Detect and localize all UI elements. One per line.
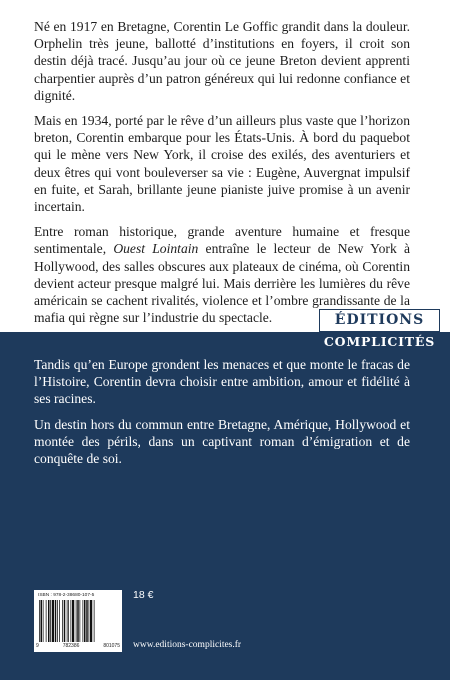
barcode-bar	[83, 600, 84, 642]
publisher-website[interactable]: www.editions-complicites.fr	[133, 640, 242, 650]
barcode-bar	[71, 600, 72, 642]
synopsis-paragraph-3-end: entraîne le lecteur de New York à Hollywood, des salles obscures aux plateaux de cinéma, où Corentin devient acteur presque malgré lui. Mais derrière les lumières du rêve américain se cachent rivalités, violence et l’ombre grandissante de la mafia qui règne sur l’industrie du spectacle.	[34, 241, 410, 326]
isbn-number: ISBN : 978-2-38680-107-5	[38, 593, 95, 598]
barcode-bar	[90, 600, 92, 642]
barcode-bar	[43, 600, 44, 642]
barcode-bar	[64, 600, 66, 642]
synopsis-paragraph-4: Tandis qu’en Europe grondent les menaces et que monte le fracas de l’Histoire, Corentin devra choisir entre ambition, amour et fidélité à ses racines.	[34, 357, 410, 407]
barcode-bar	[86, 600, 88, 642]
barcode-bar	[57, 600, 58, 642]
barcode-bar	[89, 600, 90, 642]
book-title: Ouest Lointain	[113, 241, 199, 257]
barcode-bar	[39, 600, 40, 642]
barcode-bars	[38, 600, 118, 642]
barcode-bar	[59, 600, 60, 642]
publisher-logo	[319, 309, 440, 353]
barcode-bar	[52, 600, 54, 642]
barcode-bar	[77, 600, 79, 642]
barcode-bar	[72, 600, 74, 642]
isbn-barcode	[34, 590, 122, 652]
synopsis-lower	[34, 356, 410, 475]
barcode-bar	[55, 600, 57, 642]
barcode-bar	[46, 600, 47, 642]
synopsis-paragraph-1: Né en 1917 en Bretagne, Corentin Le Goffic grandit dans la douleur. Orphelin très jeune, ballotté d’institutions en foyers, il croit son destin déjà tracé. Jusqu’au jour où ce jeune Breton devient apprenti charpentier auprès d’un patron généreux qui lui redonne confiance et dignité.	[34, 19, 410, 103]
publisher-logo-line-1: ÉDITIONS	[334, 312, 425, 328]
synopsis-paragraph-5: Un destin hors du commun entre Bretagne, Amérique, Hollywood et montée des périls, dans un captivant roman d’émigration et de conquête de soi.	[34, 416, 410, 467]
synopsis-paragraph-2: Mais en 1934, porté par le rêve d’un ailleurs plus vaste que l’horizon breton, Corentin embarque pour les États-Unis. À bord du paquebot qui le mène vers New York, il croise des exilés, des aventuriers et deux êtres qui vont bouleverser sa vie : Eugène, Auvergnat impulsif en fuite, et Sarah, brillante jeune pianiste juive promise à un avenir incertain.	[34, 113, 410, 215]
barcode-bar	[94, 600, 95, 642]
barcode-bar	[76, 600, 77, 642]
barcode-bar	[48, 600, 50, 642]
barcode-bar	[68, 600, 69, 642]
barcode-bar	[84, 600, 86, 642]
barcode-bar	[80, 600, 81, 642]
barcode-digit-group-2: 801075	[103, 643, 120, 649]
barcode-bar	[67, 600, 68, 642]
barcode-bar	[62, 600, 63, 642]
barcode-digits	[36, 643, 120, 649]
barcode-bar	[41, 600, 43, 642]
barcode-digit-prefix: 9	[36, 643, 39, 649]
price: 18 €	[133, 589, 154, 601]
barcode-digit-group-1: 782386	[62, 643, 80, 649]
barcode-bar	[50, 600, 51, 642]
synopsis-upper	[34, 18, 410, 334]
publisher-logo-line-2: COMPLICITÉS	[320, 331, 439, 352]
synopsis-paragraph-3-start: Entre roman historique, grande aventure humaine et fresque sentimentale,	[34, 224, 410, 257]
